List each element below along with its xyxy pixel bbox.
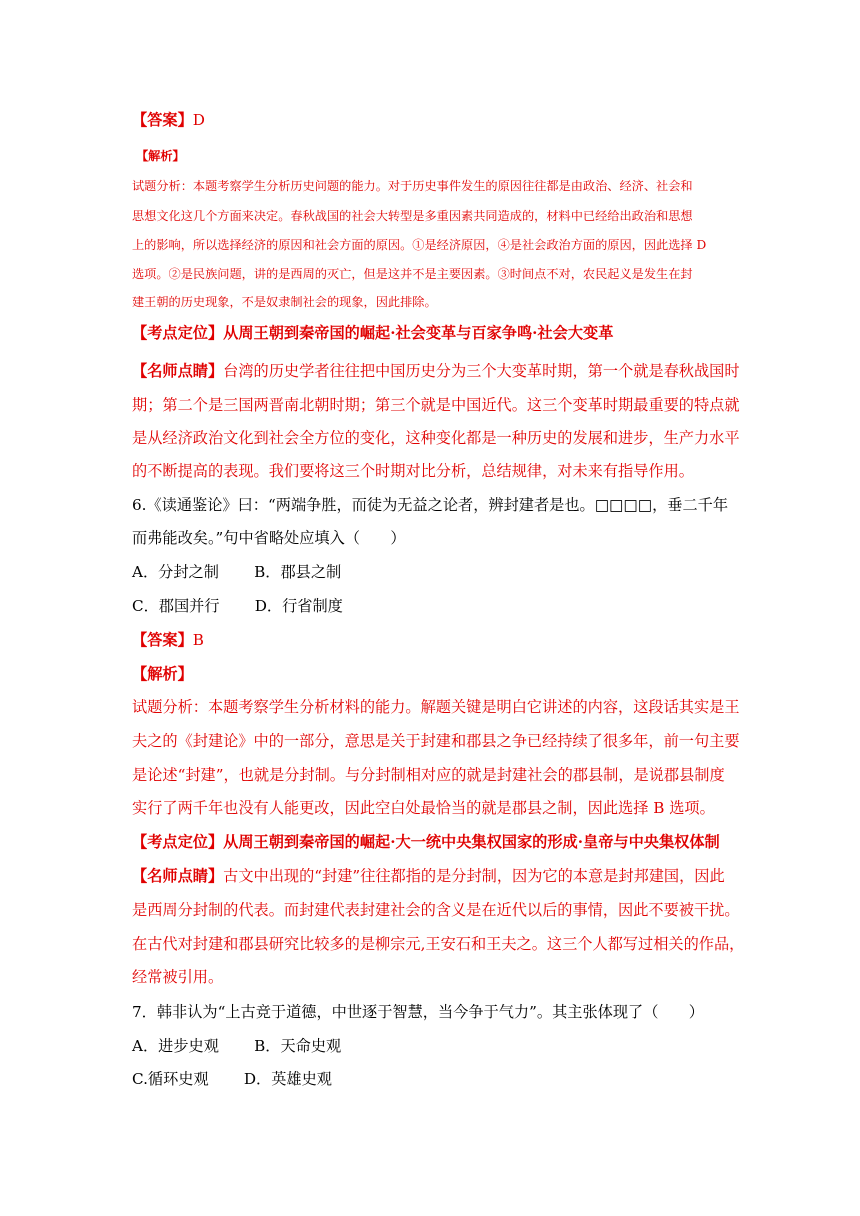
question-7-stem: 7．韩非认为“上古竞于道德，中世逐于智慧，当今争于气力”。其主张体现了（ ）	[132, 1003, 704, 1021]
answer-label: 【答案】	[132, 111, 193, 129]
analysis-line: 选项。②是民族问题，讲的是西周的灭亡，但是这并不是主要因素。③时间点不对，农民起义是发生在封	[132, 267, 693, 281]
answer-line-1	[132, 110, 205, 130]
analysis-line: 思想文化这几个方面来决定。春秋战国的社会大转型是多重因素共同造成的，材料中已经给出政治和思想	[132, 209, 693, 223]
kaodian-label: 【考点定位】	[132, 833, 224, 851]
mingshi-line: 是西周分封制的代表。而封建代表封建社会的含义是在近代以后的事情，因此不要被干扰。	[132, 901, 740, 919]
mingshi-line: 是从经济政治文化到社会全方位的变化，这种变化都是一种历史的发展和进步，生产力水平	[132, 429, 740, 447]
mingshi-text: 台湾的历史学者往往把中国历史分为三个大变革时期，第一个就是春秋战国时	[223, 362, 740, 380]
kaodian-text: 从周王朝到秦帝国的崛起·大一统中央集权国家的形成·皇帝与中央集权体制	[223, 833, 720, 851]
mingshi-line	[132, 361, 740, 381]
analysis-label: 【解析】	[132, 665, 193, 683]
analysis-line: 夫之的《封建论》中的一部分，意思是关于封建和郡县之争已经持续了很多年，前一句主要	[132, 732, 740, 750]
analysis-label: 【解析】	[136, 149, 185, 163]
mingshi-text: 古文中出现的“封建”往往都指的是分封制，因为它的本意是封邦建国，因此	[223, 867, 725, 885]
kaodian-text: 从周王朝到秦帝国的崛起·社会变革与百家争鸣·社会大变革	[223, 324, 614, 342]
kaodian-line	[132, 323, 613, 343]
analysis-line: 建王朝的历史现象，不是奴隶制社会的现象，因此排除。	[132, 295, 437, 309]
kaodian-label: 【考点定位】	[132, 324, 224, 342]
question-6-stem: 而弗能改矣。”句中省略处应填入（ ）	[132, 529, 406, 547]
mingshi-line: 经常被引用。	[132, 968, 224, 986]
analysis-line: 试题分析：本题考察学生分析历史问题的能力。对于历史事件发生的原因往往都是由政治、经济、社会和	[132, 179, 693, 193]
mingshi-line: 在古代对封建和郡县研究比较多的是柳宗元,王安石和王夫之。这三个人都写过相关的作品，	[132, 935, 745, 953]
mingshi-line	[132, 866, 725, 886]
kaodian-line	[132, 832, 720, 852]
answer-value: B	[192, 631, 204, 649]
analysis-line: 是论述“封建”，也就是分封制。与分封制相对应的就是封建社会的郡县制，是说郡县制度	[132, 766, 725, 784]
answer-line-2	[132, 630, 204, 650]
question-6-options: A．分封之制 B．郡县之制	[132, 563, 342, 581]
mingshi-line: 期；第二个是三国两晋南北朝时期；第三个就是中国近代。这三个变革时期最重要的特点就	[132, 396, 740, 414]
question-7-options: A．进步史观 B．天命史观	[132, 1037, 342, 1055]
analysis-line: 实行了两千年也没有人能更改，因此空白处最恰当的就是郡县之制，因此选择 B 选项。	[132, 799, 715, 817]
question-7-options: C.循环史观 D．英雄史观	[132, 1070, 332, 1088]
question-6-stem: 6.《读通鉴论》曰：“两端争胜，而徒为无益之论者，辨封建者是也。□□□□，垂二千年	[132, 496, 729, 514]
mingshi-line: 的不断提高的表现。我们要将这三个时期对比分析，总结规律，对未来有指导作用。	[132, 462, 694, 480]
question-6-options: C．郡国并行 D．行省制度	[132, 597, 343, 615]
answer-value: D	[192, 111, 205, 129]
analysis-line: 上的影响，所以选择经济的原因和社会方面的原因。①是经济原因，④是社会政治方面的原因，因此选择 D	[132, 238, 707, 252]
analysis-line: 试题分析：本题考察学生分析材料的能力。解题关键是明白它讲述的内容，这段话其实是王	[132, 698, 740, 716]
mingshi-label: 【名师点睛】	[132, 362, 224, 380]
mingshi-label: 【名师点睛】	[132, 867, 224, 885]
answer-label: 【答案】	[132, 631, 193, 649]
